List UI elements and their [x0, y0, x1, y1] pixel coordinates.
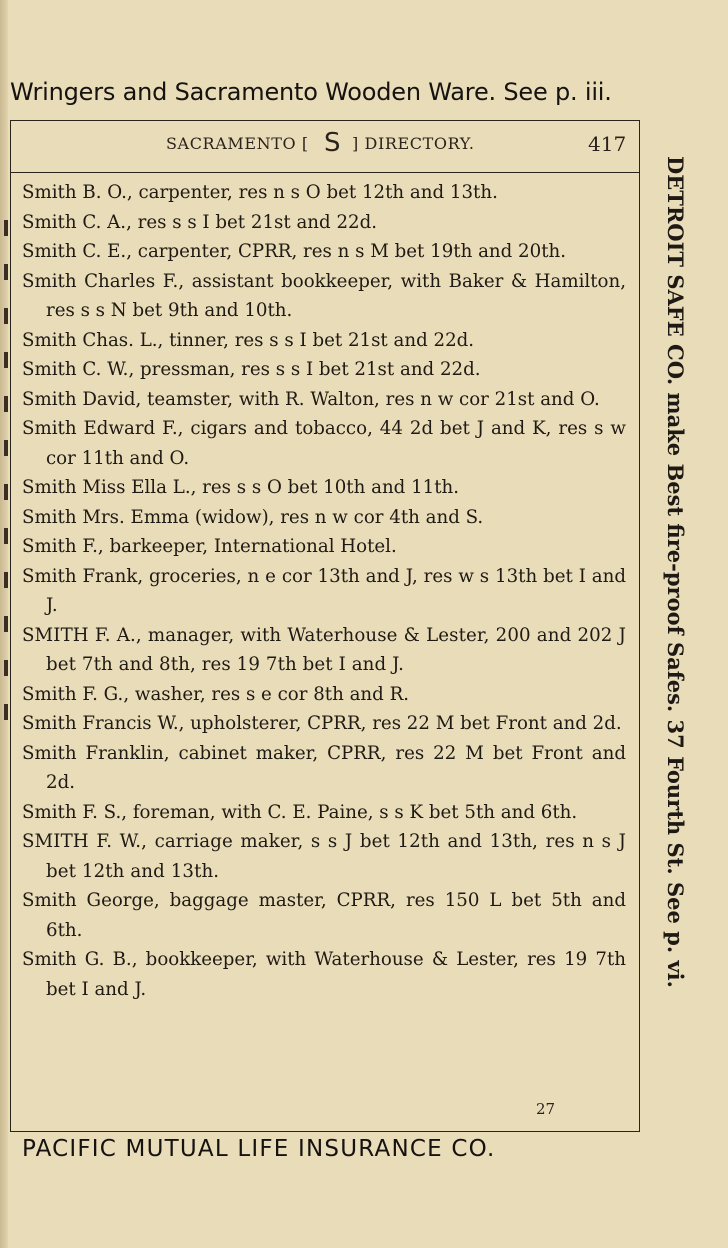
list-item: Smith Frank, groceries, n e cor 13th and J, res w s 13th bet I and J.	[22, 565, 626, 616]
running-head-title-end: ] DIRECTORY.	[352, 134, 475, 153]
list-item: Smith F. S., foreman, with C. E. Paine, s s K bet 5th and 6th.	[22, 801, 578, 823]
list-item: Smith Chas. L., tinner, res s s I bet 21st and 22d.	[22, 329, 475, 351]
list-item: Smith George, baggage master, CPRR, res 150 L bet 5th and 6th.	[22, 890, 626, 941]
list-item: Smith C. W., pressman, res s s I bet 21st and 22d.	[22, 359, 481, 380]
list-item: Smith B. O., carpenter, res n s O bet 12th and 13th.	[22, 182, 498, 203]
list-item: Smith Francis W., upholsterer, CPRR, res 22 M bet Front and 2d.	[22, 713, 622, 734]
list-item: Smith C. A., res s s I bet 21st and 22d.	[22, 211, 378, 233]
header-rule	[10, 172, 640, 173]
running-head-letter: S	[324, 128, 341, 158]
list-item: SMITH F. A., manager, with Waterhouse & Lester, 200 and 202 J bet 7th and 8th, res 19 7th bet I and J.	[22, 624, 626, 675]
list-item: Smith F., barkeeper, International Hotel.	[22, 536, 397, 557]
signature-mark: 27	[536, 1100, 556, 1118]
bottom-advertisement: PACIFIC MUTUAL LIFE INSURANCE CO.	[22, 1136, 496, 1162]
list-item: Smith Miss Ella L., res s s O bet 10th and 11th.	[22, 477, 460, 498]
list-item: Smith G. B., bookkeeper, with Waterhouse & Lester, res 19 7th bet I and J.	[22, 949, 626, 1000]
running-head	[10, 128, 640, 164]
list-item: Smith F. G., washer, res s e cor 8th and R.	[22, 683, 410, 705]
top-advertisement: Wringers and Sacramento Wooden Ware. See p. iii.	[10, 78, 612, 106]
list-item: Smith David, teamster, with R. Walton, res n w cor 21st and O.	[22, 388, 600, 410]
directory-entries	[22, 178, 626, 1004]
list-item: Smith Charles F., assistant bookkeeper, with Baker & Hamilton, res s s N bet 9th and 10th.	[22, 270, 626, 321]
right-ad-text: DETROIT SAFE CO. make Best fire-proof Safes. 37 Fourth St. See p. vi.	[663, 156, 688, 988]
list-item: Smith Edward F., cigars and tobacco, 44 2d bet J and K, res s w cor 11th and O.	[22, 418, 626, 469]
list-item: Smith Mrs. Emma (widow), res n w cor 4th and S.	[22, 506, 484, 528]
list-item: Smith Franklin, cabinet maker, CPRR, res 22 M bet Front and 2d.	[22, 742, 626, 793]
page-number: 417	[588, 132, 627, 156]
list-item: Smith C. E., carpenter, CPRR, res n s M bet 19th and 20th.	[22, 241, 567, 262]
list-item: SMITH F. W., carriage maker, s s J bet 12th and 13th, res n s J bet 12th and 13th.	[22, 831, 626, 882]
running-head-title: SACRAMENTO [	[166, 134, 309, 153]
